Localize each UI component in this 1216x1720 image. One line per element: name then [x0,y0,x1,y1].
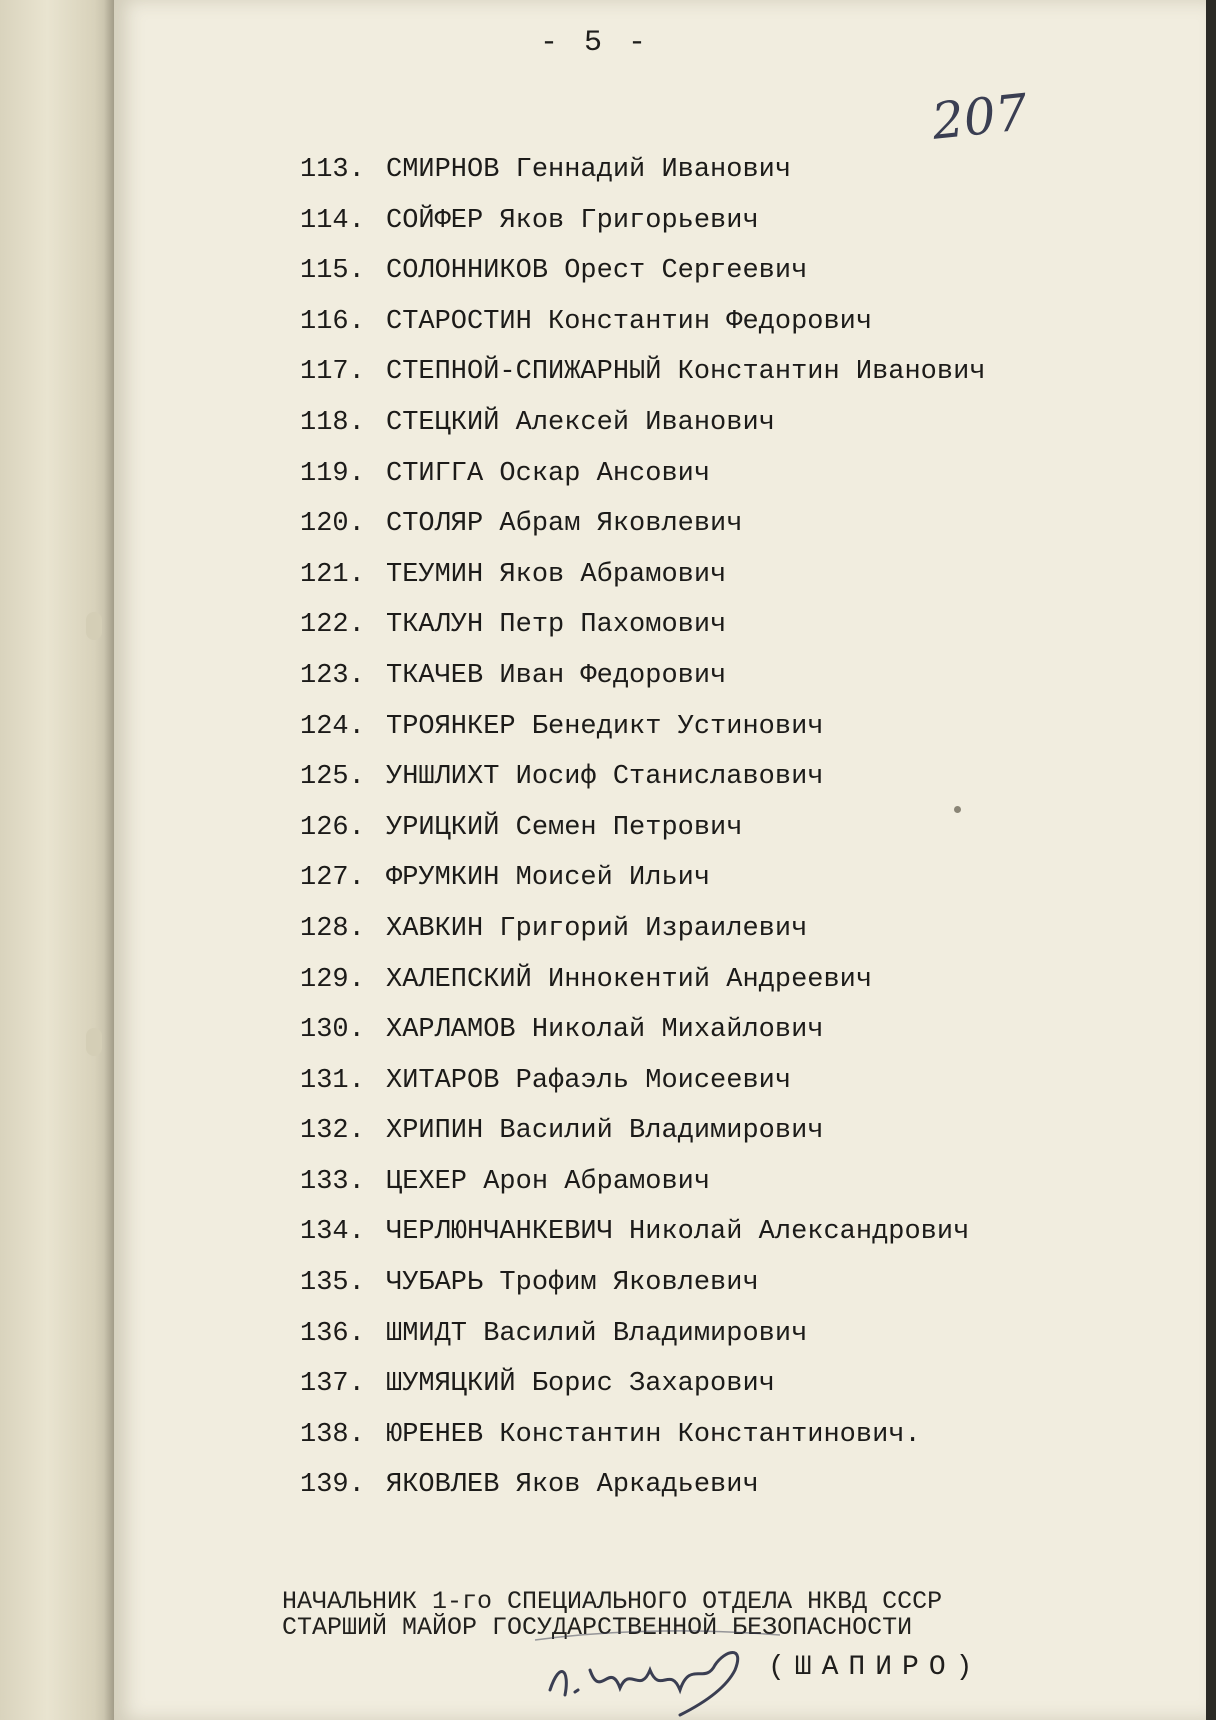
entry-name: ТРОЯНКЕР Бенедикт Устинович [386,711,824,742]
binding-hole [86,1028,102,1056]
entry-name: СТЕЦКИЙ Алексей Иванович [386,407,775,438]
entry-name: ФРУМКИН Моисей Ильич [386,863,711,894]
entry-number: 115. [300,256,365,287]
entry-name: ТКАЧЕВ Иван Федорович [386,660,727,691]
entry-number: 132. [300,1116,365,1147]
entry-name: ЧУБАРЬ Трофим Яковлевич [386,1268,759,1299]
entry-name: СОЛОННИКОВ Орест Сергеевич [386,256,808,287]
list-item [300,403,986,454]
binding-hole [86,612,102,640]
list-item [300,707,986,758]
entry-name: ЧЕРЛЮНЧАНКЕВИЧ Николай Александрович [386,1217,970,1248]
list-item [300,960,986,1011]
list-item [300,1364,986,1415]
entry-number: 118. [300,407,365,438]
list-item [300,1162,986,1213]
signer-name: (ШАПИРО) [768,1652,983,1683]
entry-number: 124. [300,711,365,742]
entry-number: 119. [300,458,365,489]
list-item [300,1415,986,1466]
list-item [300,352,986,403]
entry-number: 120. [300,509,365,540]
handwritten-archive-number: 207 [929,83,1031,151]
entry-name: ТКАЛУН Петр Пахомович [386,610,727,641]
entry-number: 114. [300,205,365,236]
list-item [300,909,986,960]
list-item [300,858,986,909]
name-list [300,150,986,1516]
list-item [300,605,986,656]
entry-name: СМИРНОВ Геннадий Иванович [386,155,792,185]
list-item [300,302,986,353]
entry-number: 131. [300,1065,365,1096]
entry-name: ЮРЕНЕВ Константин Константинович. [386,1419,921,1450]
entry-name: СОЙФЕР Яков Григорьевич [386,205,759,236]
list-item [300,251,986,302]
book-binding [0,0,118,1720]
entry-name: ХАВКИН Григорий Израилевич [386,913,808,944]
list-item [300,1010,986,1061]
list-item [300,1263,986,1314]
list-item [300,454,986,505]
entry-number: 123. [300,660,365,691]
entry-number: 130. [300,1015,365,1046]
entry-name: УРИЦКИЙ Семен Петрович [386,812,743,843]
list-item [300,1111,986,1162]
signer-rank-line: СТАРШИЙ МАЙОР ГОСУДАРСТВЕННОЙ БЕЗОПАСНОСТИ [282,1613,913,1642]
entry-number: 121. [300,559,365,590]
paper-speck [954,806,961,813]
entry-name: ХИТАРОВ Рафаэль Моисеевич [386,1065,792,1096]
list-item [300,1212,986,1263]
list-item [300,504,986,555]
entry-name: СТОЛЯР Абрам Яковлевич [386,509,743,540]
entry-number: 133. [300,1166,365,1197]
entry-number: 136. [300,1318,365,1349]
list-item [300,150,986,201]
list-item [300,656,986,707]
page-number: - 5 - [539,26,650,60]
entry-name: ШУМЯЦКИЙ Борис Захарович [386,1369,775,1400]
list-item [300,1061,986,1112]
entry-name: ТЕУМИН Яков Абрамович [386,559,727,590]
entry-name: ЦЕХЕР Арон Абрамович [386,1166,711,1197]
list-item [300,808,986,859]
entry-name: СТИГГА Оскар Ансович [386,458,711,489]
list-item [300,201,986,252]
entry-name: ХРИПИН Василий Владимирович [386,1116,824,1147]
entry-number: 126. [300,812,365,843]
list-item [300,757,986,808]
entry-number: 137. [300,1369,365,1400]
entry-number: 127. [300,863,365,894]
entry-name: ХАЛЕПСКИЙ Иннокентий Андреевич [386,964,873,995]
entry-number: 139. [300,1470,365,1501]
entry-name: УНШЛИХТ Иосиф Станиславович [386,762,824,793]
entry-name: ШМИДТ Василий Владимирович [386,1318,808,1349]
list-item [300,1314,986,1365]
list-item [300,555,986,606]
entry-number: 138. [300,1419,365,1450]
entry-number: 122. [300,610,365,641]
entry-name: ХАРЛАМОВ Николай Михайлович [386,1015,824,1046]
entry-name: СТАРОСТИН Константин Федорович [386,306,873,337]
list-item [300,1465,986,1516]
entry-name: СТЕПНОЙ-СПИЖАРНЫЙ Константин Иванович [386,357,986,388]
entry-number: 129. [300,964,365,995]
signer-position-line: НАЧАЛЬНИК 1-го СПЕЦИАЛЬНОГО ОТДЕЛА НКВД СССР [282,1587,943,1616]
entry-number: 128. [300,913,365,944]
entry-number: 113. [300,155,365,185]
entry-name: ЯКОВЛЕВ Яков Аркадьевич [386,1470,759,1501]
entry-number: 125. [300,762,365,793]
entry-number: 135. [300,1268,365,1299]
entry-number: 116. [300,306,365,337]
entry-number: 134. [300,1217,365,1248]
entry-number: 117. [300,357,365,388]
